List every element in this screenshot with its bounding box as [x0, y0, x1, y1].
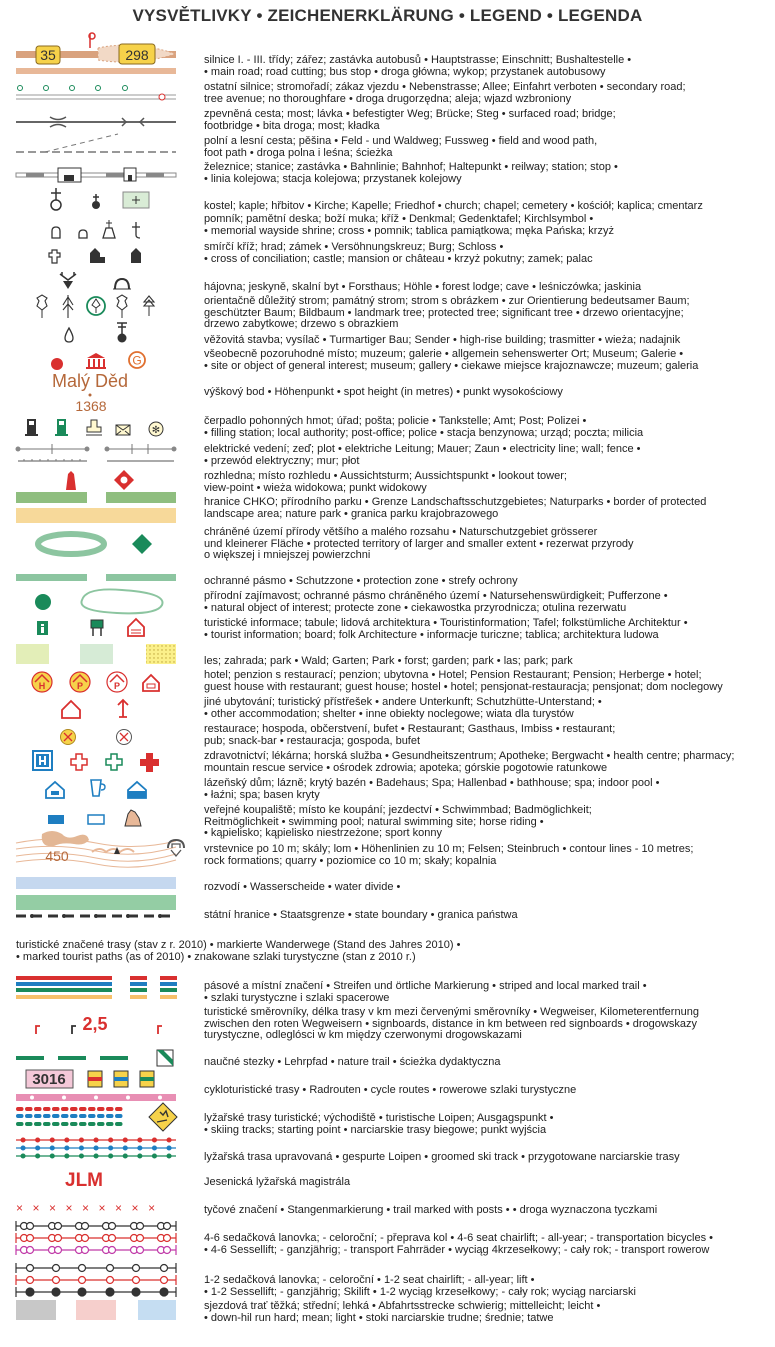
buffer-zone-symbol: [81, 589, 162, 613]
significant-tree-icon: [117, 295, 127, 318]
svg-text:H: H: [38, 681, 46, 691]
road-number-298: 298: [125, 47, 149, 63]
authority-stamp-icon: [86, 420, 102, 435]
entry-memorial: pomník; pamětní deska; boží muka; kříž • Denkmal; Gedenktafel; Kirchlsymbol • • memorial wayside shrine; cross • pomnik; tablica pamiątkowa; męka Pańska; krzyż: [204, 213, 614, 237]
memorial-icon: [52, 227, 60, 238]
filling-station-icon: [25, 419, 38, 436]
entry-lookout: rozhledna; místo rozhledu • Aussichtsturm; Aussichtspunkt • lookout tower; view-point • wieża widokowa; punkt widokowy: [204, 470, 567, 494]
entry-state-boundary: státní hranice • Staatsgrenze • state boundary • granica państwa: [204, 909, 518, 921]
chapel-icon: [92, 194, 100, 209]
field-path-symbol: [16, 134, 176, 152]
restaurant-icon: [61, 730, 76, 745]
conifer-icon: [63, 295, 73, 318]
ski-starting-point-icon: [149, 1103, 177, 1131]
skiing-tracks-symbol: [18, 1109, 122, 1124]
police-icon: [149, 422, 163, 436]
legend-symbols: [0, 0, 200, 1347]
cross-icon: [132, 222, 140, 238]
jlm-label: JLM: [65, 1170, 103, 1191]
entry-swimming: veřejné koupaliště; místo ke koupání; jezdectví • Schwimmbad; Badmöglichkeit; Reitmöglichkeit • swimming pool; natural swimming site; horse riding • • kąpielisko; kąpielisko niestrzeżone; sport konny: [204, 804, 592, 840]
entry-chko: hranice CHKO; přírodního parku • Grenze Landschaftsschutzgebietes; Naturparks • border of protected landscape area; nature park • granica parku krajobrazowego: [204, 496, 707, 520]
entry-chairlift-4-6: 4-6 sedačková lanovka; - celoroční; - přeprava kol • 4-6 seat chairlift; - all-year; - transportation bicycles • • 4-6 Sessellift; - ganzjährig; - transport Fahrräder • wyciąg 4krzesełkowy; - cały rok; - transport rowerow: [204, 1232, 714, 1256]
road-number-35: 35: [40, 47, 56, 63]
swimming-pool-icon: [48, 815, 64, 824]
entry-bathhouse: lázeňský dům; lázně; krytý bazén • Badehaus; Spa; Hallenbad • bathhouse; spa; indoor pool • • łaźni; spa; basen kryty: [204, 777, 660, 801]
entry-tourist-info: turistické informace; tabule; lidová architektura • Touristinformation; Tafel; folkstümliche Architektur • • tourist information; board; folk Architecture • informacje turiczne; tablica; architektura ludowa: [204, 617, 688, 641]
cave-icon: [113, 279, 131, 289]
board-icon: [91, 620, 103, 636]
spa-icon: [91, 780, 105, 796]
entry-trees: orientačně důležitý strom; památný strom; strom s obrázkem • zur Orientierung bedeutsamer Baum; geschützter Baum; Bildbaum • landmark tree; protected tree; significant tree • drzewo orientacyjne; drzewo zabytkowe; drzewo s obrazkiem: [204, 295, 690, 331]
entry-railway: železnice; stanice; zastávka • Bahnlinie; Bahnhof; Haltepunkt • reilway; station; stop • • linia kolejowa; stacja kolejowa; przystanek kolejowy: [204, 161, 618, 185]
entry-protected-territory: chráněné území přírody většího a malého rozsahu • Naturschutzgebiet grösserer und kleinerer Fläche • protected territory of larger and smaller extent • rezerwat przyrody o większej i mniejszej powierzchni: [204, 526, 634, 562]
water-divide-symbol: [16, 877, 176, 889]
entry-jlm: Jesenická lyžařská magistrála: [204, 1176, 351, 1188]
spot-height-value: 1368: [75, 398, 107, 414]
downhill-hard-symbol: [16, 1300, 56, 1320]
fence-symbol: [105, 444, 177, 454]
groomed-track-symbol: [16, 1140, 176, 1156]
protected-territory-small-icon: [132, 534, 152, 554]
nature-park-border-symbol: [106, 492, 176, 503]
other-accommodation-icon: [62, 701, 80, 718]
tower-icon: [65, 328, 73, 342]
entry-interest: všeobecně pozoruhodné místo; muzeum; galerie • allgemein sehenswerter Ort; Museum; Galerie • • site or object of general interest; museum; gallery • ciekawe miejsce krajoznawcze; muzeum; galeria: [204, 348, 699, 372]
entry-electricity: elektrické vedení; zeď; plot • elektriche Leitung; Mauer; Zaun • electricity line; wall; fence • • przewód elektryczny; mur; płot: [204, 443, 641, 467]
entry-nature-trail: naučné stezky • Lehrpfad • nature trail • ścieżka dydaktyczna: [204, 1056, 501, 1068]
entry-natural-object: přírodní zajímavost; ochranné pásmo chráněného území • Natursehenswürdigkeit; Pufferzone • • natural object of interest; protecte zone • ciekawostka przyrodnicza; otulina rezerwatu: [204, 590, 668, 614]
castle-icon: [90, 248, 105, 263]
tourist-info-icon: [37, 621, 48, 635]
protection-zone-symbol: [16, 574, 87, 581]
bus-stop-icon: [89, 33, 95, 48]
mountain-rescue-icon: [140, 753, 159, 772]
entry-filling-station: čerpadlo pohonných hmot; úřad; pošta; policie • Tankstelle; Amt; Post; Polizei • • filling station; local authority; post-office; police • stacja benzynowa; urząd; poczta; milicia: [204, 415, 644, 439]
post-office-icon: [116, 425, 130, 435]
wall-symbol: [18, 459, 174, 461]
cycle-route-number: 3016: [32, 1071, 66, 1088]
entry-forest: les; zahrada; park • Wald; Garten; Park • forst; garden; park • las; park; park: [204, 655, 573, 667]
entry-forest-lodge: hájovna; jeskyně, skalní byt • Forsthaus; Höhle • forest lodge; cave • leśniczówka; jaskinia: [204, 281, 642, 293]
secondary-road-symbol: [16, 86, 176, 101]
posts-symbol: ×××××××××: [16, 1201, 165, 1215]
indoor-pool-icon: [128, 782, 146, 798]
downhill-light-symbol: [138, 1300, 176, 1320]
peak-name: Malý Děd: [51, 371, 129, 391]
forest-area-symbol: [16, 644, 49, 664]
landmark-tree-icon: [37, 295, 47, 318]
forest-lodge-icon: [60, 272, 76, 289]
entry-roads-secondary: ostatní silnice; stromořadí; zákaz vjezdu • Nebenstrasse; Allee; Einfahrt verboten • secondary road; tree avenue; no thoroughfare • droga drugorzędna; aleja; wjazd wzbroniony: [204, 81, 686, 105]
viewpoint-icon: [114, 470, 134, 490]
quarry-icon: [168, 840, 184, 856]
contour-lines-symbol: [16, 831, 176, 867]
protection-zone-symbol-2: [106, 574, 176, 581]
signboard-red-icon-2: [158, 1026, 162, 1034]
signboard-distance: 2,5: [82, 1014, 108, 1034]
horse-riding-icon: [125, 810, 141, 826]
lookout-tower-icon: [66, 471, 76, 490]
svg-text:P: P: [76, 681, 84, 691]
entry-signboards: turistické směrovníky, délka trasy v km mezi červenými směrovníky • Wegweiser, Kilometerentfernung zwischen den roten Wegweisern • signboards, distance in km between red signboards • drogowskazy turystyczne, odleglósci w km między czerwonymi drogowskazami: [204, 1006, 699, 1042]
museum-icon: [86, 353, 106, 369]
entry-church: kostel; kaple; hřbitov • Kirche; Kapelle; Friedhof • church; chapel; cemetery • kościół; kaplica; cmentarz: [204, 200, 703, 212]
state-boundary-symbol: [16, 895, 176, 918]
marked-paths-heading: turistické značené trasy (stav z r. 2010) • markierte Wanderwege (Stand des Jahres 2010) • • marked tourist paths (as of 2010) • znakowane szlaki turystyczne (stan z 2010 r.): [16, 939, 461, 963]
chairlift-1-2-symbol: [16, 1263, 176, 1297]
entry-tower: věžovitá stavba; vysílač • Turmartiger Bau; Sender • high-rise building; trasmitter • wieża; nadajnik: [204, 334, 681, 346]
hostel-icon: [143, 675, 159, 691]
entry-downhill: sjezdová trať těžká; střední; lehká • Abfahrtsstrecke schwierig; mittelleicht; leicht • • down-hil run hard; mean; light • stoki narciarskie trudne; średnie; tatwe: [204, 1300, 601, 1324]
entry-chairlift-1-2: 1-2 sedačková lanovka; - celoroční • 1-2 seat chairlift; - all-year; lift • • 1-2 Sessellift; - ganzjährig; Skilift • 1-2 wyciąg krzesełkowy; - cały rok; wyciąg narciarski: [204, 1274, 636, 1298]
signboard-black-icon: [72, 1026, 76, 1034]
entry-cycle-routes: cykloturistické trasy • Radrouten • cycle routes • rowerowe szlaki turystyczne: [204, 1084, 577, 1096]
health-centre-icon: [33, 751, 52, 770]
entry-water-divide: rozvodí • Wasserscheide • water divide •: [204, 881, 401, 893]
image-tree-icon: [144, 296, 154, 316]
bathhouse-icon: [46, 782, 64, 798]
cycle-colour-badges: [88, 1071, 154, 1087]
entry-spot-height: výškový bod • Höhenpunkt • spot height (in metres) • punkt wysokościowy: [204, 386, 563, 398]
entry-castle: smírčí kříž; hrad; zámek • Versöhnungskreuz; Burg; Schloss • • cross of conciliation; castle; mansion or château • krzyż pokutny; zamek; palac: [204, 241, 593, 265]
pharmacy-icon: [71, 754, 87, 770]
church-icon: [51, 188, 61, 210]
guesthouse-icon: [107, 672, 127, 692]
protected-territory-large-symbol: [38, 534, 104, 554]
nature-park-area-symbol: [16, 508, 176, 523]
entry-protection-zone: ochranné pásmo • Schutzzone • protection zone • strefy ochrony: [204, 575, 518, 587]
filling-station-green-icon: [55, 419, 68, 436]
downhill-mean-symbol: [76, 1300, 116, 1320]
gallery-icon: [129, 352, 145, 368]
wayside-shrine-icon: [103, 220, 115, 238]
shelter-icon: [118, 700, 128, 717]
protected-tree-icon: [87, 297, 105, 315]
snack-bar-icon: [117, 730, 132, 745]
folk-architecture-icon: [128, 619, 144, 636]
entry-restaurant: restaurace; hospoda, občerstvení, bufet • Restaurant; Gasthaus, Imbiss • restaurant; pub; snack-bar • restauracja; gospoda, bufet: [204, 723, 616, 747]
chairlift-4-6-symbol: [16, 1221, 176, 1255]
surfaced-road-symbol: [16, 117, 176, 127]
nature-trail-symbol: [16, 1050, 173, 1066]
svg-text:G: G: [132, 353, 142, 368]
entry-groomed-track: lyžařská trasa upravovaná • gespurte Loipen • groomed ski track • przygotowane narciarskie trasy: [204, 1151, 680, 1163]
entry-field-path: polní a lesní cesta; pěšina • Feld - und Waldweg; Fussweg • field and wood path, foot path • droga polna i leśna; ścieżka: [204, 135, 598, 159]
entry-posts: tyčové značení • Stangenmarkierung • trail marked with posts • • droga wyznaczona tyczkami: [204, 1204, 658, 1216]
transmitter-icon: [117, 323, 127, 343]
striped-trail-symbol: [16, 976, 177, 999]
park-area-symbol: [146, 644, 176, 664]
chateau-icon: [131, 248, 141, 263]
railway-symbol: [16, 168, 176, 182]
guesthouse-restaurant-icon: [70, 672, 90, 692]
entry-contours: vrstevnice po 10 m; skály; lom • Höhenlinien zu 10 m; Felsen; Steinbruch • contour lines - 10 metres; rock formations; quarry • poziomice co 10 m; skały; kopalnia: [204, 843, 694, 867]
cycle-route-line: [16, 1094, 176, 1101]
svg-text:✻: ✻: [151, 425, 161, 436]
entry-skiing-tracks: lyžařské trasy turistické; východiště • turistische Loipen; Ausgagspunkt • • skiing tracks; starting point • narciarskie trasy biegowe; punkt wyjścia: [204, 1112, 554, 1136]
hotel-icon: [32, 672, 52, 692]
garden-area-symbol: [80, 644, 113, 664]
entry-other-accommodation: jiné ubytování; turistický přístřešek • andere Unterkunft; Schutzhütte-Unterstand; • • other accommodation; shelter • inne obiekty noclegowe; wiata dla turystów: [204, 696, 602, 720]
svg-text:P: P: [113, 681, 121, 691]
spot-height-dot: [89, 394, 92, 397]
natural-object-icon: [35, 594, 51, 610]
legend-title: VYSVĚTLIVKY • ZEICHENERKLÄRUNG • LEGEND • LEGENDA: [132, 6, 643, 25]
entry-striped-trail: pásové a místní značení • Streifen und örtliche Markierung • striped and local marked trail • • szlaki turystyczne i szlaki spacerowe: [204, 980, 647, 1004]
pharmacy-green-icon: [106, 754, 122, 770]
cemetery-icon: [123, 192, 149, 208]
conciliation-cross-icon: [49, 250, 60, 263]
chko-border-symbol: [16, 492, 87, 503]
electricity-line-symbol: [16, 444, 90, 454]
interest-point-icon: [51, 358, 63, 370]
entry-hotel: hotel; penzion s restaurací; penzion; ubytovna • Hotel; Pension Restaurant; Pension; Herberge • hotel; guest house with restaurant; guest house; hostel • hotel; pensjonat-restauracja; pensjonat; dom noclegowy: [204, 669, 723, 693]
signboard-red-icon: [36, 1026, 40, 1034]
contour-label: 450: [45, 848, 69, 864]
entry-surfaced-road: zpevněná cesta; most; lávka • befestigter Weg; Brücke; Steg • surfaced road; bridge; footbridge • bita droga; most; kładka: [204, 108, 616, 132]
entry-health: zdravotnictví; lékárna; horská služba • Gesundheitszentrum; Apotheke; Bergwacht • health centre; pharmacy; mountain rescue service • ośrodek zdrowia; apoteka; górskie pogotowie ratunkowe: [204, 750, 735, 774]
memorial-plaque-icon: [79, 230, 87, 238]
natural-swimming-icon: [88, 815, 104, 824]
entry-roads-main: silnice I. - III. třídy; zářez; zastávka autobusů • Hauptstrasse; Einschnitt; Bushaltestelle • • main road; road cutting; bus stop • droga główna; wykop; przystanek autobusowy: [204, 54, 632, 78]
